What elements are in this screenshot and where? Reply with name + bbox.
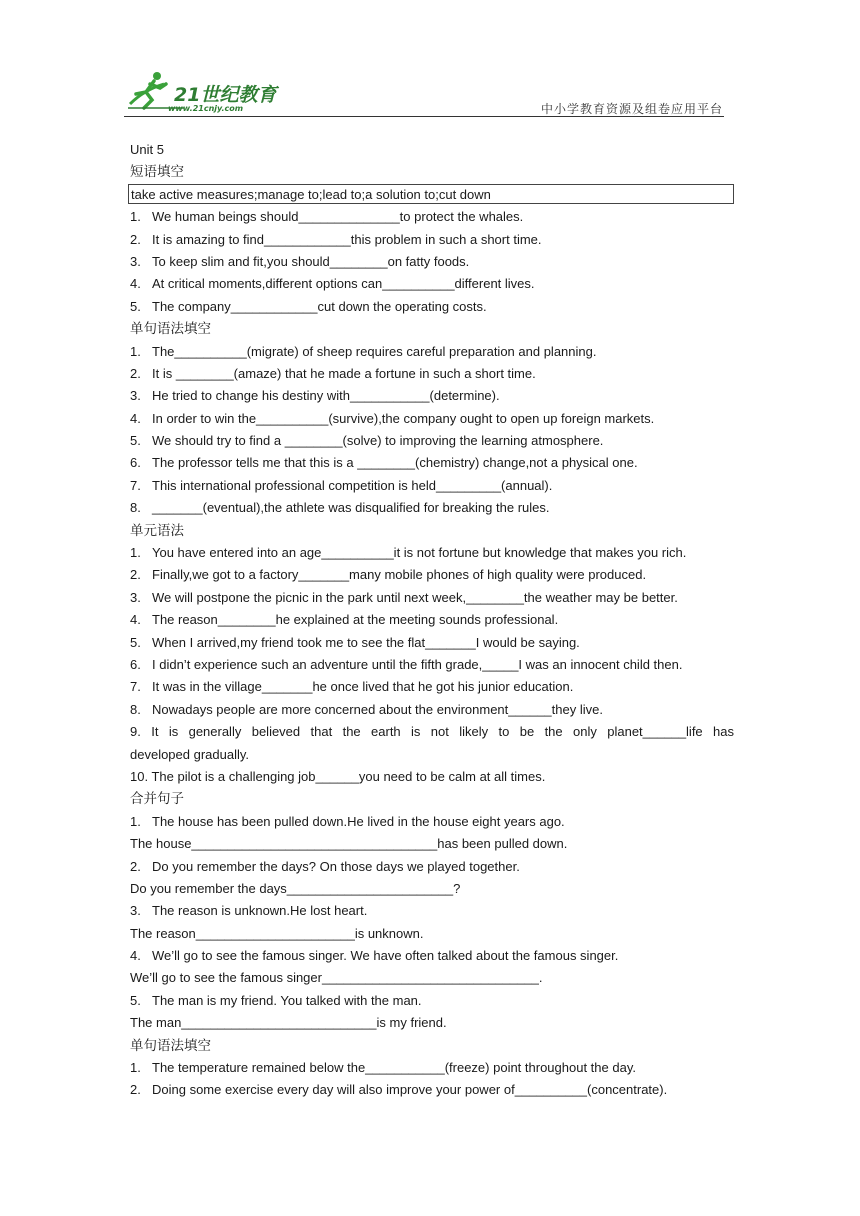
list-item: 4. We’ll go to see the famous singer. We have often talked about the famous singer.	[130, 948, 619, 964]
combine-list	[130, 811, 734, 1035]
list-item: 3. To keep slim and fit,you should________on fatty foods.	[130, 253, 470, 269]
list-item: 8. Nowadays people are more concerned about the environment______they live.	[130, 701, 603, 717]
list-item-9-line-2: developed gradually.	[130, 746, 250, 762]
phrase-box: take active measures;manage to;lead to;a solution to;cut down	[128, 184, 734, 204]
list-item-10: 10. The pilot is a challenging job______you need to be calm at all times.	[130, 768, 546, 784]
answer-line: The house__________________________________has been pulled down.	[130, 836, 568, 852]
logo-url: www.21cnjy.com	[168, 104, 244, 113]
unit-title: Unit 5	[130, 142, 164, 157]
list-item: 3. The reason is unknown.He lost heart.	[130, 903, 368, 919]
section-heading-grammar-fill-2: 单句语法填空	[130, 1037, 211, 1054]
answer-line: The man___________________________is my friend.	[130, 1015, 447, 1031]
unit-grammar-list	[130, 542, 734, 788]
list-item-9-line-1: 9. It is generally believed that the earth is not likely to be the only planet______life has	[130, 724, 734, 740]
header-divider	[124, 116, 724, 117]
answer-line: We’ll go to see the famous singer______________________________.	[130, 970, 543, 986]
list-item: 5. The company____________cut down the operating costs.	[130, 298, 487, 314]
answer-line: The reason______________________is unknown.	[130, 925, 424, 941]
list-item: 4. In order to win the__________(survive),the company ought to open up foreign markets.	[130, 410, 655, 426]
list-item: 7. This international professional competition is held_________(annual).	[130, 477, 553, 493]
list-item: 2. Finally,we got to a factory_______many mobile phones of high quality were produced.	[130, 567, 647, 583]
list-item: 3. He tried to change his destiny with___________(determine).	[130, 388, 500, 404]
grammar-fill-list-2	[130, 1057, 734, 1102]
list-item: 2. Do you remember the days? On those days we played together.	[130, 858, 520, 874]
list-item: 7. It was in the village_______he once lived that he got his junior education.	[130, 679, 574, 695]
logo-text: 21世纪教育	[174, 84, 277, 106]
list-item: 1. The__________(migrate) of sheep requires careful preparation and planning.	[130, 343, 597, 359]
section-heading-phrases: 短语填空	[130, 164, 184, 181]
phrase-list	[130, 206, 734, 318]
list-item: 5. We should try to find a ________(solve) to improving the learning atmosphere.	[130, 433, 604, 449]
page-header	[0, 0, 860, 120]
list-item: 1. The house has been pulled down.He lived in the house eight years ago.	[130, 813, 565, 829]
worksheet	[130, 139, 734, 1102]
header-platform-text: 中小学教育资源及组卷应用平台	[540, 102, 723, 116]
list-item: 3. We will postpone the picnic in the park until next week,________the weather may be better.	[130, 589, 678, 605]
list-item: 5. The man is my friend. You talked with the man.	[130, 992, 422, 1008]
grammar-fill-list	[130, 341, 734, 520]
list-item: 2. It is amazing to find____________this problem in such a short time.	[130, 231, 542, 247]
list-item: 4. The reason________he explained at the meeting sounds professional.	[130, 612, 559, 628]
list-item: 5. When I arrived,my friend took me to see the flat_______I would be saying.	[130, 634, 580, 650]
list-item: 2. It is ________(amaze) that he made a fortune in such a short time.	[130, 365, 536, 381]
list-item: 1. You have entered into an age__________it is not fortune but knowledge that makes you rich.	[130, 545, 687, 561]
section-heading-unit-grammar: 单元语法	[130, 522, 184, 539]
section-heading-combine-sentences: 合并句子	[130, 791, 184, 808]
section-heading-grammar-fill: 单句语法填空	[130, 321, 211, 338]
list-item: 6. I didn’t experience such an adventure until the fifth grade,_____I was an innocent child then.	[130, 656, 683, 672]
list-item: 8. _______(eventual),the athlete was disqualified for breaking the rules.	[130, 500, 550, 516]
list-item: 1. The temperature remained below the___________(freeze) point throughout the day.	[130, 1060, 636, 1076]
list-item: 1. We human beings should______________to protect the whales.	[130, 209, 524, 225]
list-item: 2. Doing some exercise every day will also improve your power of__________(concentrate).	[130, 1082, 668, 1098]
logo	[124, 70, 294, 116]
list-item: 4. At critical moments,different options can__________different lives.	[130, 276, 535, 292]
list-item: 6. The professor tells me that this is a ________(chemistry) change,not a physical one.	[130, 455, 638, 471]
answer-line: Do you remember the days_______________________?	[130, 880, 461, 896]
